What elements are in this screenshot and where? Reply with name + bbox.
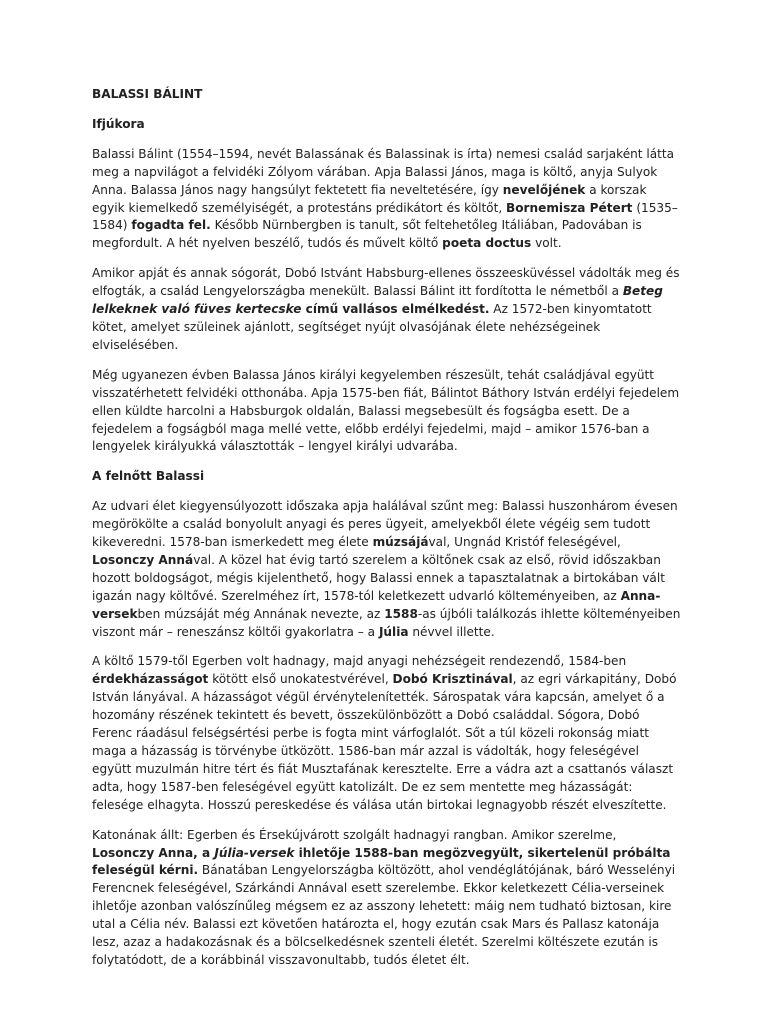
- paragraph-adult-life: [92, 498, 682, 641]
- text-run: Amikor apját és annak sógorát, Dobó Istvánt Habsburg-ellenes összeesküvéssel vádolták meg és elfogták, a család Lengyelországba menekült. Balassi Bálint itt fordította le németből a: [92, 266, 680, 299]
- text-run: A költő 1579-től Egerben volt hadnagy, majd anyagi nehézségeit rendezendő, 1584-ben: [92, 654, 627, 669]
- emphasis-text: poeta doctus: [442, 236, 532, 251]
- text-run: (1535–1584): [92, 200, 678, 233]
- text-run: volt.: [531, 236, 562, 251]
- text-run: Még ugyanezen évben Balassa János királyi kegyelemben részesült, tehát családjával együtt visszatérhetett felvidéki otthonába. Apja 1575-ben fiát, Bálintot Báthory István erdélyi fejedelem ellen küldte harcolni a Habsburgok oldalán, Balassi megsebesült és fogságba esett. De a fejedelem a fogságból maga mellé vette, előbb erdélyi fejedelmi, majd – amikor 1576-ban a lengyelek királyukká választották – lengyel királyi udvarába.: [92, 367, 680, 454]
- paragraph-soldier-later: [92, 827, 682, 970]
- text-run: kötött első unokatestvérével,: [208, 672, 393, 687]
- paragraph-poland-exile: [92, 265, 682, 355]
- text-run: Az 1572-ben kinyomtatott kötet, amelyet szüleinek ajánlott, segítséget nyújt olvasójának élete nehézségeinek elviselésében.: [92, 302, 652, 352]
- text-run: névvel illette.: [408, 624, 495, 639]
- emphasis-text: Beteg lelkeknek való füves kertecske: [92, 284, 663, 317]
- emphasis-text: Losonczy Anná: [92, 552, 194, 567]
- emphasis-text: nevelőjének: [502, 182, 586, 197]
- paragraph-youth-intro: [92, 146, 682, 253]
- text-run: Katonának állt: Egerben és Érsekújvárott szolgált hadnagyi rangban. Amikor szerelme,: [92, 827, 617, 842]
- text-run: Az udvari élet kiegyensúlyozott időszaka apja halálával szűnt meg: Balassi huszonhárom évesen megörökölte a család bonyolult anyagi és peres ügyeit, amelyekből élete végéig sem tudott kikeveredni. 1578-ban ismerkedett meg élete: [92, 499, 678, 550]
- text-run: val, Ungnád Kristóf feleségével,: [428, 535, 621, 550]
- section-heading-adult: A felnőtt Balassi: [92, 469, 205, 484]
- emphasis-text: érdekházasságot: [92, 672, 209, 687]
- document-title: BALASSI BÁLINT: [92, 87, 203, 101]
- emphasis-text: ihletője 1588-ban megözvegyült, sikertelenül próbálta feleségül kérni.: [92, 845, 671, 878]
- emphasis-text: Júlia: [378, 624, 409, 639]
- emphasis-text: Anna-versek: [92, 588, 661, 621]
- text-run: Balassi Bálint (1554–1594, nevét Balassának és Balassinak is írta) nemesi család sarjaként látta meg a napvilágot a felvidéki Zólyom várában. Apja Balassi János, maga is költő, anyja Sulyok Anna. Balassa János nagy hangsúlyt fektetett fia neveltetésére, így: [92, 146, 675, 197]
- text-run: a korszak egyik kiemelkedő személyiségét, a protestáns prédikátort és költőt,: [92, 182, 647, 215]
- text-run: , az egri várkapitány, Dobó István lányával. A házasságot végül érvénytelenítették. Sárospatak vára kapcsán, amelyet ő a hozomány részének tekintett és bevett, összekülönbözött a Dobó családdal. Sógora, Dobó Ferenc ráadásul felségsértési perbe is fogta mint várfoglalót. Sőt a túl közeli rokonság miatt maga a házasság is törvénybe ütközött. 1586-ban már azzal is vádolták, hogy feleségével együtt muzulmán hitre tért és fiát Musztafának keresztelte. Erre a vádra azt a csattanós választ adta, hogy 1587-ben feleségével együtt katolizált. De ez sem mentette meg házasságát: felesége elhagyta. Hosszú pereskedése és válása után birtokai legnagyobb részét elveszítette.: [92, 672, 677, 812]
- paragraph-captivity: [92, 367, 682, 457]
- emphasis-text: 1588: [384, 606, 418, 621]
- emphasis-text: című vallásos elmélkedést.: [301, 302, 490, 317]
- emphasis-text: Bornemisza Pétert: [506, 200, 633, 215]
- emphasis-text: Dobó Krisztinával: [392, 672, 513, 687]
- text-run: val. A közel hat évig tartó szerelem a költőnek csak az első, rövid időszakban hozott boldogságot, mégis kijelenthető, hogy Balassi ennek a tapasztalatnak a birtokában vált igazán nagy költővé. Szerelméhez írt, 1578-tól keletkezett udvarló költeményeiben, az: [92, 552, 665, 603]
- section-heading-youth: Ifjúkora: [92, 116, 145, 131]
- text-run: Bánatában Lengyelországba költözött, ahol vendéglátójának, báró Wesselényi Ferencnek feleségével, Szárkándi Annával esett szerelembe. Ekkor keletkezett Célia-verseinek ihletője azonban valószínűleg mégsem ez az asszony lehetett: máig nem tudható biztosan, kire utal a Célia név. Balassi ezt követően határozta el, hogy ezután csak Mars és Pallasz katonája lesz, azaz a hadakozásnak és a bölcselkedésnek szenteli életét. Szerelmi költészete ezután is folytatódott, de a korábbinál visszavonultabb, tudós életet élt.: [92, 863, 676, 967]
- emphasis-text: múzsájá: [372, 535, 429, 550]
- text-run: Később Nürnbergben is tanult, sőt feltehetőleg Itáliában, Padovában is megfordult. A hét nyelven beszélő, tudós és művelt költő: [92, 218, 642, 251]
- emphasis-text: Losonczy Anna, a: [92, 845, 215, 860]
- text-run: -as újbóli találkozás ihlette költeményeiben viszont már – reneszánsz költői gyakorlatra – a: [92, 606, 681, 639]
- emphasis-text: fogadta fel.: [131, 218, 211, 233]
- paragraph-eger-marriage: [92, 653, 682, 814]
- text-run: ben múzsáját még Annának nevezte, az: [137, 606, 385, 621]
- emphasis-text: Júlia-versek: [214, 845, 295, 860]
- document-page: [92, 86, 682, 982]
